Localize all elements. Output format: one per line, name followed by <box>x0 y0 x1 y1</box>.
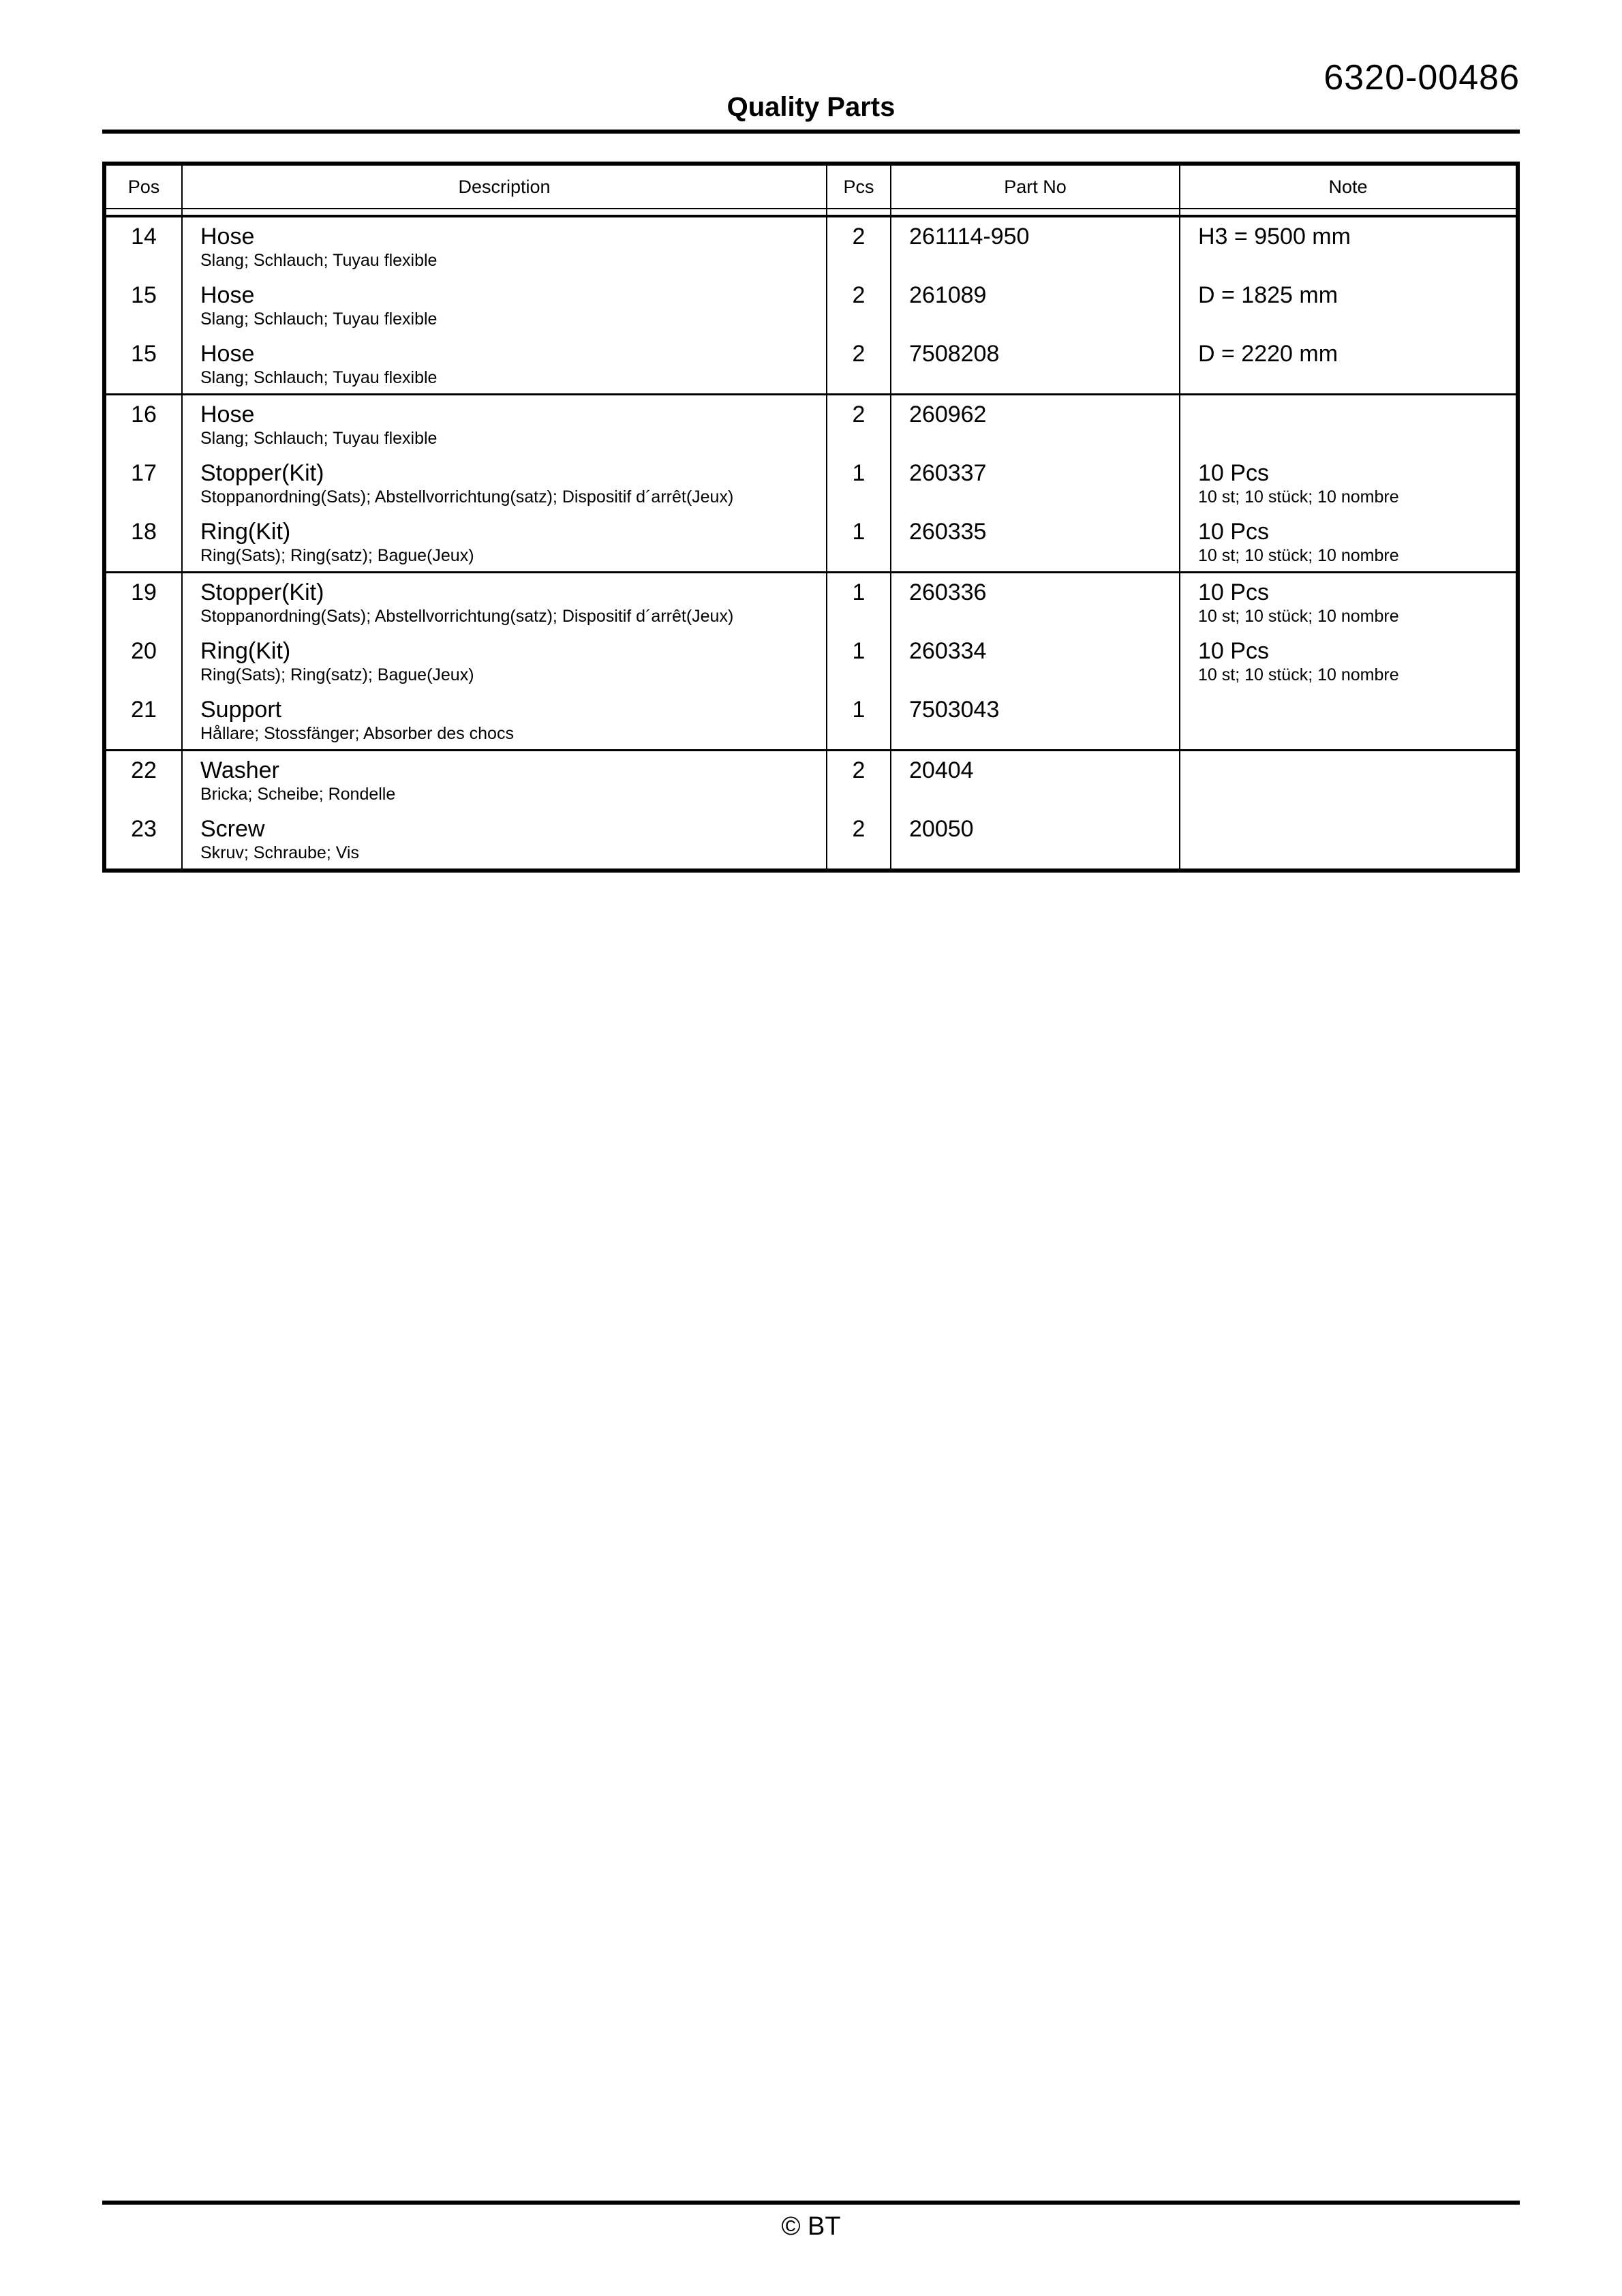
description-main: Hose <box>200 282 255 308</box>
cell-part-no: 260334 <box>891 632 1180 691</box>
table-row <box>106 632 1516 691</box>
description-main: Hose <box>200 341 255 367</box>
description-sub: Bricka; Scheibe; Rondelle <box>200 785 396 804</box>
cell-description <box>183 632 827 691</box>
cell-pos: 16 <box>106 395 183 454</box>
cell-pcs: 1 <box>827 632 891 691</box>
cell-description <box>183 335 827 393</box>
cell-note <box>1180 395 1516 454</box>
cell-note <box>1180 810 1516 868</box>
column-header-part-no: Part No <box>891 166 1180 208</box>
cell-pos: 22 <box>106 751 183 810</box>
note-sub: 10 st; 10 stück; 10 nombre <box>1198 546 1399 565</box>
footer-rule <box>102 2201 1520 2205</box>
description-main: Washer <box>200 757 279 783</box>
description-sub: Slang; Schlauch; Tuyau flexible <box>200 429 438 448</box>
page-title: Quality Parts <box>726 92 896 122</box>
cell-pos: 17 <box>106 454 183 513</box>
description-sub: Ring(Sats); Ring(satz); Bague(Jeux) <box>200 546 474 565</box>
cell-note <box>1180 632 1516 691</box>
column-header-note: Note <box>1328 176 1368 197</box>
note-main: 10 Pcs <box>1198 460 1269 486</box>
cell-part-no: 260337 <box>891 454 1180 513</box>
cell-description <box>183 276 827 335</box>
note-main: D = 2220 mm <box>1198 341 1338 367</box>
note-sub: 10 st; 10 stück; 10 nombre <box>1198 487 1399 507</box>
note-main: 10 Pcs <box>1198 519 1269 545</box>
cell-note <box>1180 691 1516 749</box>
cell-pos: 15 <box>106 335 183 393</box>
description-main: Screw <box>200 816 265 842</box>
description-main: Hose <box>200 224 255 250</box>
note-main: 10 Pcs <box>1198 579 1269 605</box>
cell-description <box>183 395 827 454</box>
cell-part-no: 7508208 <box>891 335 1180 393</box>
cell-pos: 18 <box>106 513 183 571</box>
table-row <box>106 335 1516 393</box>
table-row <box>106 751 1516 810</box>
cell-pcs: 2 <box>827 751 891 810</box>
note-main: H3 = 9500 mm <box>1198 224 1351 250</box>
doc-number: 6320-00486 <box>1323 58 1520 97</box>
column-header-description: Description <box>183 166 827 208</box>
note-main: 10 Pcs <box>1198 638 1269 664</box>
cell-part-no: 20050 <box>891 810 1180 868</box>
cell-pos: 15 <box>106 276 183 335</box>
parts-table <box>102 162 1520 873</box>
description-main: Stopper(Kit) <box>200 579 324 605</box>
cell-part-no: 260336 <box>891 573 1180 632</box>
cell-pcs: 2 <box>827 276 891 335</box>
cell-note <box>1180 217 1516 276</box>
cell-note <box>1180 335 1516 393</box>
cell-description <box>183 573 827 632</box>
table-row <box>106 454 1516 513</box>
cell-description <box>183 691 827 749</box>
cell-pos: 14 <box>106 217 183 276</box>
description-sub: Slang; Schlauch; Tuyau flexible <box>200 309 438 329</box>
description-sub: Skruv; Schraube; Vis <box>200 843 359 862</box>
cell-description <box>183 751 827 810</box>
table-row <box>106 395 1516 454</box>
cell-pcs: 1 <box>827 513 891 571</box>
cell-pcs: 1 <box>827 454 891 513</box>
cell-part-no: 261089 <box>891 276 1180 335</box>
description-main: Stopper(Kit) <box>200 460 324 486</box>
cell-pos: 20 <box>106 632 183 691</box>
cell-part-no: 260335 <box>891 513 1180 571</box>
cell-description <box>183 217 827 276</box>
cell-description <box>183 810 827 868</box>
cell-description <box>183 454 827 513</box>
cell-pcs: 2 <box>827 395 891 454</box>
table-row <box>106 810 1516 868</box>
cell-pcs: 1 <box>827 691 891 749</box>
table-row <box>106 573 1516 632</box>
description-main: Ring(Kit) <box>200 519 291 545</box>
column-header-pcs: Pcs <box>827 166 891 208</box>
cell-pcs: 2 <box>827 810 891 868</box>
description-sub: Slang; Schlauch; Tuyau flexible <box>200 251 438 270</box>
row-group <box>106 571 1516 749</box>
cell-pos: 23 <box>106 810 183 868</box>
description-main: Support <box>200 697 282 723</box>
description-sub: Stoppanordning(Sats); Abstellvorrichtung(satz); Dispositif d´arrêt(Jeux) <box>200 607 734 626</box>
cell-note <box>1180 454 1516 513</box>
cell-pcs: 2 <box>827 335 891 393</box>
cell-note <box>1180 276 1516 335</box>
description-sub: Hållare; Stossfänger; Absorber des chocs <box>200 724 514 743</box>
cell-pos: 19 <box>106 573 183 632</box>
row-group <box>106 217 1516 393</box>
cell-note <box>1180 751 1516 810</box>
copyright: © BT <box>781 2212 841 2241</box>
header-rule <box>102 130 1520 134</box>
table-header-row <box>106 166 1516 209</box>
row-group <box>106 749 1516 868</box>
cell-pcs: 1 <box>827 573 891 632</box>
cell-part-no: 260962 <box>891 395 1180 454</box>
table-row <box>106 276 1516 335</box>
note-sub: 10 st; 10 stück; 10 nombre <box>1198 665 1399 684</box>
cell-part-no: 20404 <box>891 751 1180 810</box>
cell-note <box>1180 573 1516 632</box>
description-sub: Ring(Sats); Ring(satz); Bague(Jeux) <box>200 665 474 684</box>
cell-note <box>1180 513 1516 571</box>
description-main: Ring(Kit) <box>200 638 291 664</box>
cell-pcs: 2 <box>827 217 891 276</box>
table-body <box>106 217 1516 868</box>
header-rule-gap <box>106 209 1516 215</box>
table-row <box>106 691 1516 749</box>
column-header-pos: Pos <box>106 166 183 208</box>
cell-description <box>183 513 827 571</box>
description-sub: Stoppanordning(Sats); Abstellvorrichtung(satz); Dispositif d´arrêt(Jeux) <box>200 487 734 507</box>
description-main: Hose <box>200 402 255 427</box>
note-sub: 10 st; 10 stück; 10 nombre <box>1198 607 1399 626</box>
cell-part-no: 7503043 <box>891 691 1180 749</box>
note-main: D = 1825 mm <box>1198 282 1338 308</box>
description-sub: Slang; Schlauch; Tuyau flexible <box>200 368 438 387</box>
cell-part-no: 261114-950 <box>891 217 1180 276</box>
page-header <box>102 0 1520 130</box>
row-group <box>106 393 1516 571</box>
table-row <box>106 513 1516 571</box>
table-row <box>106 217 1516 276</box>
cell-pos: 21 <box>106 691 183 749</box>
